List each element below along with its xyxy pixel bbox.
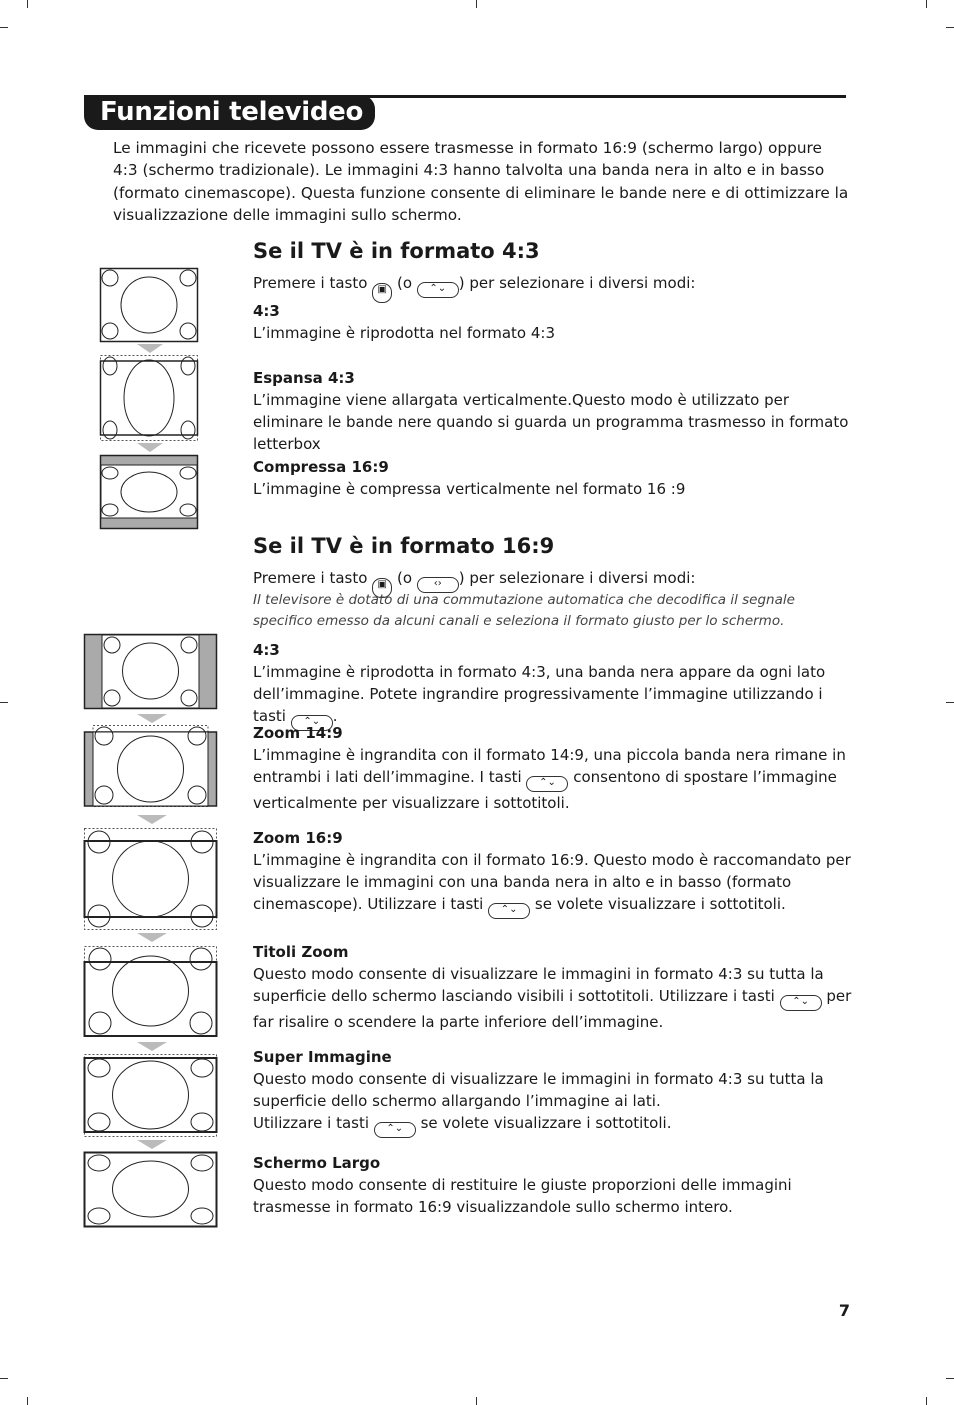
mode-compressa-16-9: Compressa 16:9 L’immagine è compressa verticalmente nel formato 16 :9 (253, 458, 686, 498)
diagram-schermo-largo (84, 1152, 217, 1227)
crop-mark (476, 1397, 477, 1405)
crop-mark (946, 1378, 954, 1379)
instruction-16-9: Premere i tasto ▣ (o ‹› ) per selezionare i diversi modi: (253, 567, 860, 598)
up-down-keys-icon: ⌃⌄ (374, 1122, 416, 1138)
arrow-down-icon (137, 1140, 167, 1149)
crop-mark (476, 0, 477, 8)
diagram-espansa-4-3 (100, 355, 198, 441)
crop-mark (0, 1378, 8, 1379)
up-down-keys-icon: ⌃⌄ (291, 715, 333, 731)
mode-zoom-16-9: Zoom 16:9 L’immagine è ingrandita con il formato 16:9. Questo modo è raccomandato per visualizzare le immagini con una banda nera in alto e in basso (formato cinemascope). Utilizzare i tasti ⌃⌄ se volete visualizzare i sottotitoli. (253, 827, 860, 919)
mode-16-9-4-3: 4:3 L’immagine è riprodotta in formato 4:3, una banda nera appare da ogni lato dell’immagine. Potete ingrandire progressivamente l’immagine utilizzando i tasti ⌃⌄ . (253, 639, 860, 731)
diagram-zoom-16-9 (84, 828, 217, 930)
page-title: Funzioni televideo (100, 97, 364, 127)
section-heading-4-3: Se il TV è in formato 4:3 (253, 239, 540, 263)
arrow-down-icon (137, 443, 163, 452)
diagram-super-immagine (84, 1054, 217, 1137)
crop-mark (0, 702, 8, 703)
mode-schermo-largo: Schermo Largo Questo modo consente di restituire le giuste proporzioni delle immagini trasmesse in formato 16:9 visualizzandole sullo schermo intero. (253, 1154, 792, 1216)
intro-paragraph: Le immagini che ricevete possono essere trasmesse in formato 16:9 (schermo largo) oppure 4:3 (schermo tradizionale). Le immagini 4:3 hanno talvolta una banda nera in alto e in basso (formato cinemascope). Questa funzione consente di eliminare le bande nere e di ottimizzare la visualizzazione delle immagini sullo schermo. (113, 139, 849, 224)
diagram-titoli-zoom (84, 946, 217, 1037)
instruction-4-3: Premere i tasto ▣ (o ⌃⌄ ) per selezionare i diversi modi: (253, 272, 860, 303)
mode-espansa-4-3: Espansa 4:3 L’immagine viene allargata verticalmente.Questo modo è utilizzato per eliminare le bande nere quando si guarda un programma trasmesso in formato letterbox (253, 369, 849, 453)
up-down-keys-icon: ⌃⌄ (417, 282, 459, 298)
arrow-down-icon (137, 933, 167, 942)
crop-mark (926, 1397, 927, 1405)
mode-zoom-14-9: Zoom 14:9 L’immagine è ingrandita con il formato 14:9, una piccola banda nera rimane in entrambi i lati dell’immagine. I tasti ⌃⌄ consentono di spostare l’immagine verticalmente per visualizzare i sottotitoli. (253, 724, 846, 812)
auto-switch-note: Il televisore è dotato di una commutazione automatica che decodifica il segnale specifico emesso da alcuni canali e seleziona il formato giusto per lo schermo. (253, 592, 795, 629)
format-key-icon: ▣ (372, 578, 392, 598)
up-down-keys-icon: ⌃⌄ (488, 903, 530, 919)
mode-super-immagine: Super Immagine Questo modo consente di visualizzare le immagini in formato 4:3 su tutta la superficie dello schermo allargando l’immagine ai lati. Utilizzare i tasti ⌃⌄ se volete visualizzare i sottotitoli. (253, 1046, 860, 1138)
arrow-down-icon (137, 714, 167, 723)
up-down-keys-icon: ⌃⌄ (526, 776, 568, 792)
up-down-keys-icon: ⌃⌄ (780, 995, 822, 1011)
crop-mark (946, 702, 954, 703)
diagram-zoom-14-9 (84, 725, 217, 807)
mode-4-3: 4:3 L’immagine è riprodotta nel formato 4:3 (253, 302, 555, 342)
crop-mark (926, 0, 927, 8)
arrow-down-icon (137, 344, 163, 353)
crop-mark (27, 1397, 28, 1405)
arrow-down-icon (137, 815, 167, 824)
crop-mark (27, 0, 28, 8)
crop-mark (946, 27, 954, 28)
diagram-compressa-16-9 (100, 455, 198, 529)
diagram-4-3 (100, 268, 198, 342)
format-key-icon: ▣ (372, 283, 392, 303)
left-right-keys-icon: ‹› (417, 577, 459, 593)
diagram-16-9-4-3 (84, 634, 217, 709)
crop-mark (0, 27, 8, 28)
page-number: 7 (838, 1301, 850, 1320)
mode-titoli-zoom: Titoli Zoom Questo modo consente di visualizzare le immagini in formato 4:3 su tutta la superficie dello schermo lasciando visibili i sottotitoli. Utilizzare i tasti ⌃⌄ per far risalire o scendere la parte inferiore dell’immagine. (253, 943, 852, 1031)
arrow-down-icon (137, 1042, 167, 1051)
section-heading-16-9: Se il TV è in formato 16:9 (253, 534, 555, 558)
